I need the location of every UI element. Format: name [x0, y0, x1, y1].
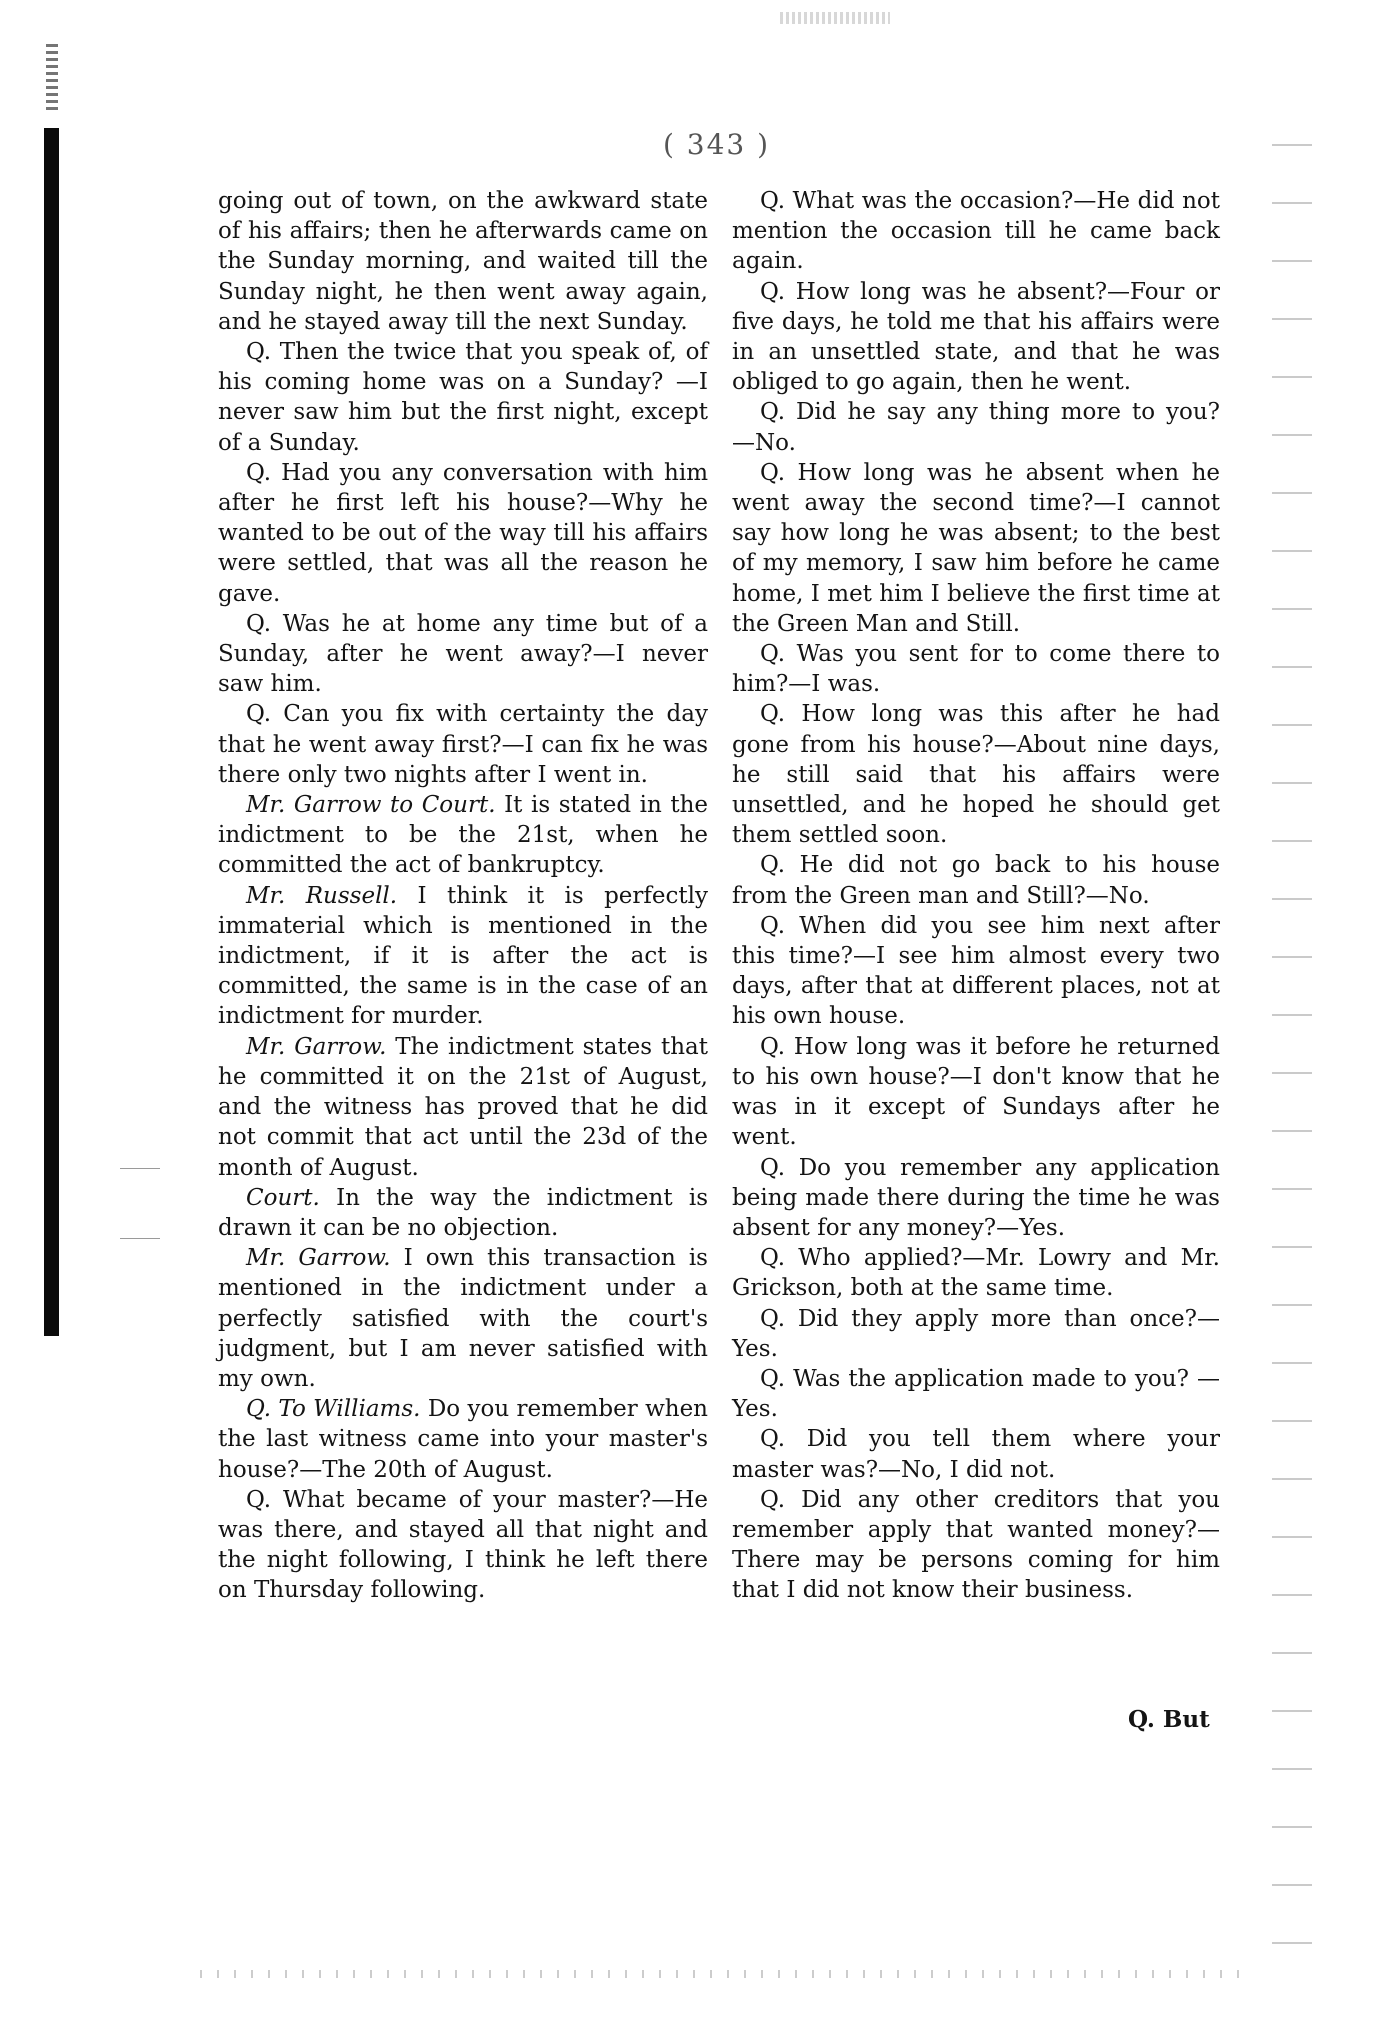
paragraph	[732, 1153, 1220, 1244]
paragraph	[732, 1304, 1220, 1364]
speaker-label: Q. To Williams.	[246, 1396, 421, 1423]
speaker-label: Court.	[246, 1184, 320, 1211]
paragraph	[218, 609, 708, 700]
paragraph-text: Q. Then the twice that you speak of, of his coming home was on a Sunday? —I never saw him but the first night, except of a Sunday.	[218, 339, 708, 456]
speaker-label: Mr. Garrow.	[246, 1033, 387, 1060]
paragraph-text: Q. Was he at home any time but of a Sunday, after he went away?—I never saw him.	[218, 610, 708, 698]
paragraph	[218, 699, 708, 790]
paragraph-text: Q. How long was it before he returned to his own house?—I don't know that he was in it except of Sundays after he went.	[732, 1033, 1220, 1151]
paragraph	[218, 337, 708, 458]
paragraph-text: Q. Do you remember any application being made there during the time he was absent for any money?—Yes.	[732, 1154, 1220, 1241]
margin-marks	[1272, 110, 1312, 1970]
margin-dash	[120, 1238, 160, 1239]
paragraph-text: Q. Was you sent for to come there to him?—I was.	[732, 641, 1220, 698]
speaker-label: Mr. Russell.	[246, 882, 398, 909]
paragraph	[218, 790, 708, 881]
paragraph-text: I own this transaction is mentioned in the indictment under a perfectly satisfied with the court's judgment, but I am never satisfied with my own.	[218, 1245, 708, 1392]
paragraph	[732, 1424, 1220, 1484]
left-column	[218, 186, 708, 1606]
paragraph	[732, 850, 1220, 910]
paragraph	[732, 277, 1220, 398]
paragraph-text: Q. How long was this after he had gone from his house?—About nine days, he still said that his affairs were unsettled, and he hoped he should get them settled soon.	[732, 701, 1220, 849]
paragraph	[732, 1364, 1220, 1424]
paragraph-text: Q. Who applied?—Mr. Lowry and Mr. Grickson, both at the same time.	[732, 1245, 1220, 1302]
page-number: ( 343 )	[662, 128, 771, 161]
paragraph	[732, 186, 1220, 277]
paragraph	[218, 1032, 708, 1183]
paragraph-text: Q. Had you any conversation with him after he first left his house?—Why he wanted to be out of the way till his affairs were settled, that was all the reason he gave.	[218, 459, 708, 607]
paragraph-text: Q. How long was he absent when he went away the second time?—I cannot say how long he was absent; to the best of my memory, I saw him before he came home, I met him I believe the first time at the Green Man and Still.	[732, 459, 1220, 637]
paragraph	[732, 1243, 1220, 1303]
paragraph	[732, 911, 1220, 1032]
paragraph	[732, 397, 1220, 457]
right-column	[732, 186, 1220, 1606]
paragraph	[732, 639, 1220, 699]
paragraph-text: Q. Did he say any thing more to you? —No.	[732, 399, 1220, 456]
paragraph-text: Q. Did they apply more than once?—Yes.	[732, 1305, 1220, 1362]
catchword: Q. But	[1128, 1706, 1210, 1733]
paragraph-text: Q. He did not go back to his house from the Green man and Still?—No.	[732, 852, 1220, 909]
paragraph	[218, 458, 708, 609]
paragraph	[218, 1183, 708, 1243]
paragraph-text: It is stated in the indictment to be the 21st, when he committed the act of bankruptcy.	[218, 792, 708, 879]
paragraph	[218, 1394, 708, 1485]
paragraph	[732, 699, 1220, 850]
paragraph-text: Q. Did any other creditors that you remember apply that wanted money?—There may be persons coming for him that I did not know their business.	[732, 1486, 1220, 1604]
top-smudge	[780, 12, 890, 24]
paragraph-text: Q. Did you tell them where your master was?—No, I did not.	[732, 1426, 1220, 1483]
paragraph-text: The indictment states that he committed it on the 21st of August, and the witness has proved that he did not commit that act until the 23d of the month of August.	[218, 1033, 708, 1181]
paragraph-text: Do you remember when the last witness came into your master's house?—The 20th of August.	[218, 1396, 708, 1483]
paragraph	[218, 881, 708, 1032]
paragraph-text: going out of town, on the awkward state of his affairs; then he afterwards came on the Sunday morning, and waited till the Sunday night, he then went away again, and he stayed away till the next Sunday.	[218, 188, 708, 335]
binding-edge	[44, 128, 59, 1336]
paragraph-text: Q. What was the occasion?—He did not mention the occasion till he came back again.	[732, 188, 1220, 275]
paragraph	[218, 1243, 708, 1394]
paragraph	[218, 1485, 708, 1606]
paragraph	[732, 458, 1220, 639]
speaker-label: Mr. Garrow to Court.	[246, 792, 496, 819]
paragraph	[218, 186, 708, 337]
paragraph-text: Q. What became of your master?—He was there, and stayed all that night and the night following, I think he left there on Thursday following.	[218, 1486, 708, 1604]
speaker-label: Mr. Garrow.	[246, 1245, 391, 1272]
paragraph-text: In the way the indictment is drawn it can be no objection.	[218, 1184, 708, 1241]
paragraph	[732, 1032, 1220, 1153]
paragraph-text: Q. Was the application made to you? —Yes.	[732, 1365, 1220, 1423]
paragraph	[732, 1485, 1220, 1606]
margin-dash	[120, 1168, 160, 1169]
binding-speck	[46, 44, 58, 114]
paragraph-text: Q. When did you see him next after this time?—I see him almost every two days, after that at different places, not at his own house.	[732, 912, 1220, 1030]
bottom-noise	[200, 1970, 1250, 1978]
paragraph-text: Q. How long was he absent?—Four or five days, he told me that his affairs were in an unsettled state, and that he was obliged to go again, then he went.	[732, 278, 1220, 396]
paragraph-text: Q. Can you fix with certainty the day that he went away first?—I can fix he was there only two nights after I went in.	[218, 701, 708, 788]
paragraph-text: I think it is perfectly immaterial which is mentioned in the indictment, if it is after the act is committed, the same is in the case of an indictment for murder.	[218, 882, 708, 1030]
